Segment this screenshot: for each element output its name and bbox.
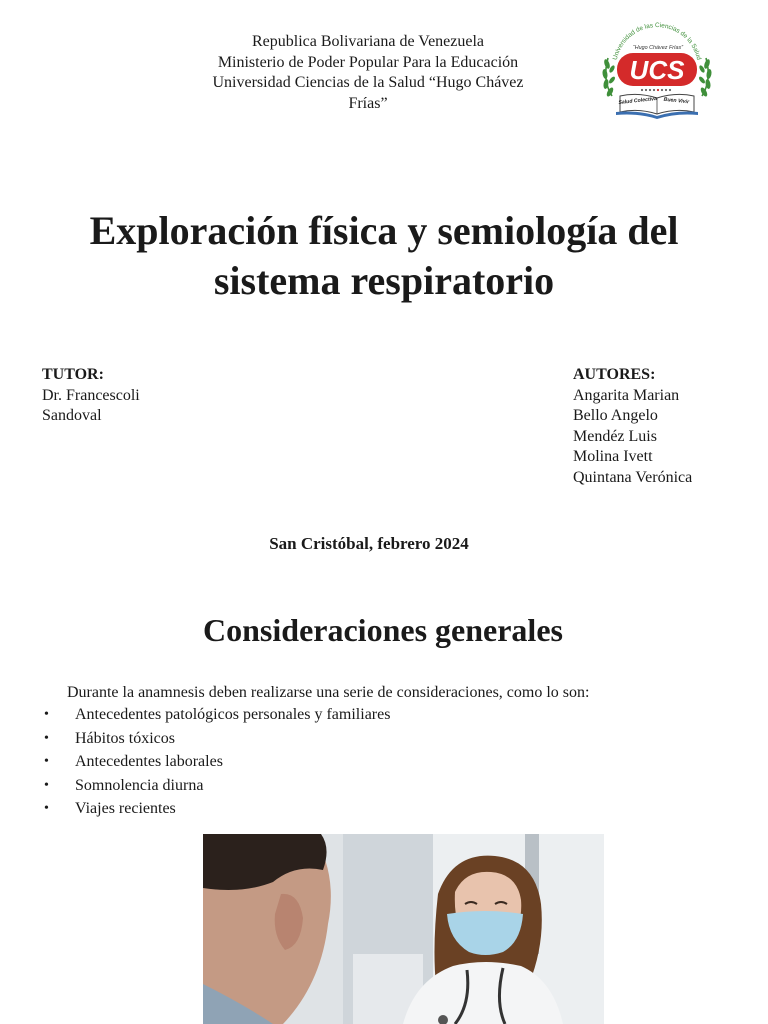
- tutor-line: Dr. Francescoli: [42, 386, 140, 404]
- ucs-logo: [598, 22, 716, 122]
- section-intro: Durante la anamnesis deben realizarse una serie de consideraciones, como lo son:: [67, 684, 590, 701]
- section-title: Consideraciones generales: [203, 612, 563, 648]
- book-left-text: Salud Colectiva: [618, 96, 658, 107]
- header-line: Universidad Ciencias de la Salud “Hugo Chávez: [212, 74, 524, 91]
- author-name: Molina Ivett: [573, 448, 653, 465]
- logo-arc-subtitle: “Hugo Chávez Frías”: [632, 45, 684, 51]
- doctor-patient-photo: [203, 834, 604, 1024]
- laurel-right-icon: [698, 58, 712, 98]
- city-date: San Cristóbal, febrero 2024: [269, 534, 469, 553]
- author-name: Quintana Verónica: [573, 468, 693, 486]
- author-name: Angarita Marian: [573, 386, 680, 404]
- list-item: • Somnolencia diurna: [42, 775, 390, 799]
- authors-label: AUTORES:: [573, 366, 656, 383]
- laurel-left-icon: [602, 58, 616, 98]
- open-book-icon: [616, 94, 698, 119]
- author-name: Mendéz Luis: [573, 427, 657, 445]
- tutor-label: TUTOR:: [42, 366, 104, 383]
- logo-abbreviation: UCS: [629, 55, 685, 85]
- header-line: Ministerio de Poder Popular Para la Educación: [217, 53, 519, 71]
- list-item: • Antecedentes patológicos personales y familiares: [42, 704, 390, 728]
- authors-block: [573, 365, 692, 488]
- ucs-logo-graphic: [598, 22, 716, 122]
- list-item: • Hábitos tóxicos: [42, 728, 390, 752]
- tutor-line: Sandoval: [42, 407, 102, 424]
- title-line: Exploración física y semiología del: [89, 208, 679, 253]
- logo-arc-text: Universidad de las Ciencias de la Salud: [611, 22, 703, 61]
- institution-header: [185, 32, 551, 114]
- header-line: Republica Bolivariana de Venezuela: [251, 33, 485, 50]
- document-title: [40, 206, 728, 306]
- tutor-block: [42, 365, 140, 427]
- list-item: • Viajes recientes: [42, 798, 390, 822]
- photo-illustration: [203, 834, 604, 1024]
- stars-icon: [641, 89, 671, 91]
- book-right-text: Buen Vivir: [663, 96, 690, 106]
- list-item: • Antecedentes laborales: [42, 751, 390, 775]
- header-line: Frías”: [348, 94, 388, 112]
- author-name: Bello Angelo: [573, 407, 658, 424]
- title-line: sistema respiratorio: [213, 258, 555, 303]
- considerations-list: [42, 704, 390, 822]
